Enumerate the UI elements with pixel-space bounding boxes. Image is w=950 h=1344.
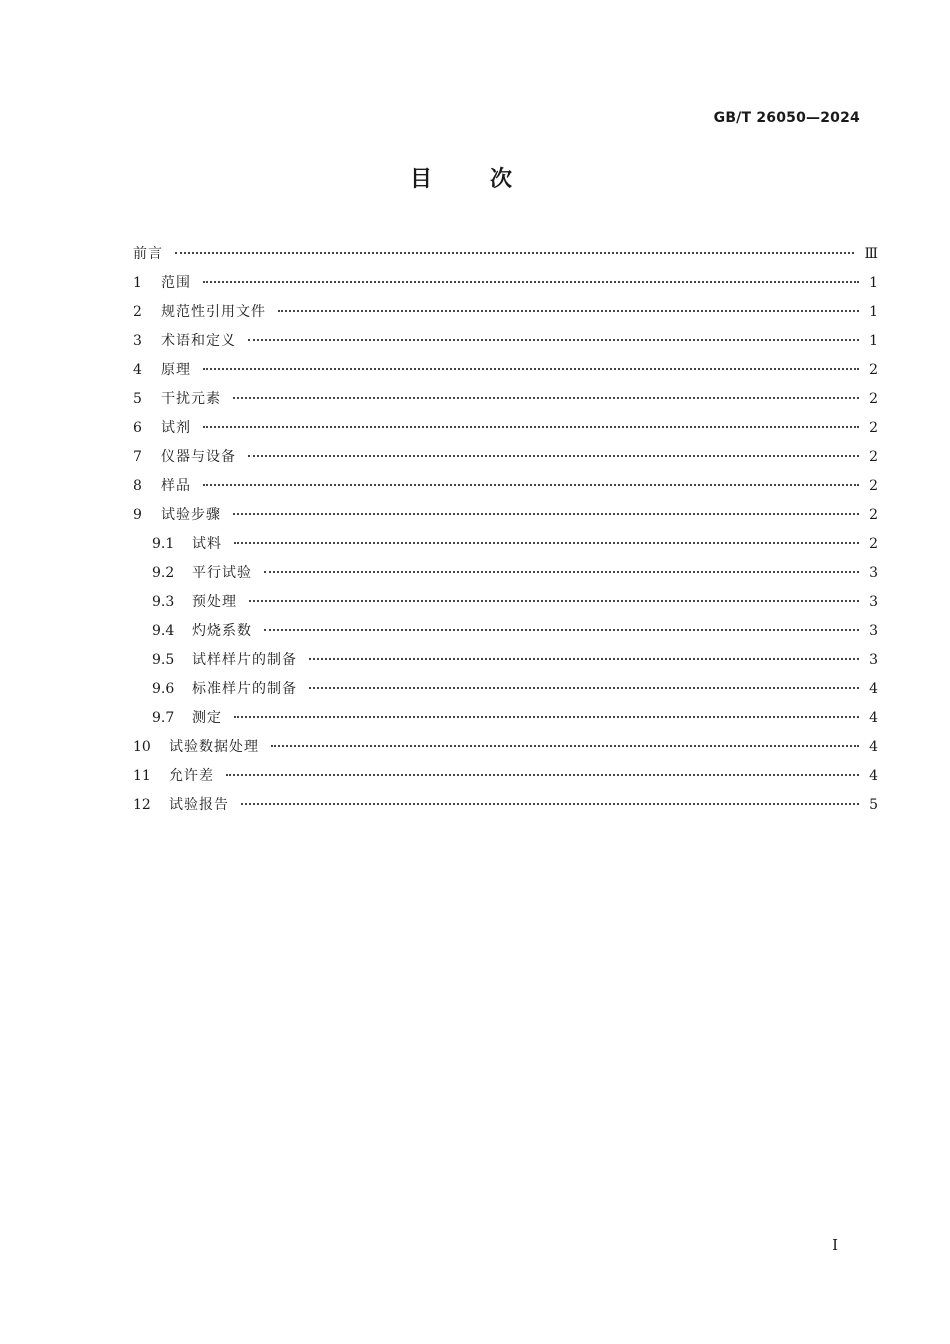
toc-label: 灼烧系数 bbox=[192, 623, 252, 639]
dot-leader bbox=[249, 600, 859, 602]
toc-page: 3 bbox=[869, 652, 878, 668]
toc-label: 原理 bbox=[161, 362, 191, 378]
toc-number: 6 bbox=[133, 420, 142, 436]
toc-label: 试验步骤 bbox=[161, 507, 221, 523]
toc-number: 9.6 bbox=[152, 681, 175, 697]
dot-leader bbox=[203, 368, 859, 370]
toc-label: 仪器与设备 bbox=[161, 449, 236, 465]
toc-page: 5 bbox=[869, 797, 878, 813]
toc-number: 8 bbox=[133, 478, 142, 494]
toc-page: 2 bbox=[869, 478, 878, 494]
dot-leader bbox=[203, 484, 859, 486]
toc-number: 9 bbox=[133, 507, 142, 523]
toc-page: 1 bbox=[869, 304, 878, 320]
toc-page: Ⅲ bbox=[864, 246, 878, 262]
toc-label: 试样样片的制备 bbox=[192, 652, 297, 668]
toc-label: 范围 bbox=[161, 275, 191, 291]
toc-entry-5[interactable] bbox=[133, 385, 878, 414]
toc-number: 9.2 bbox=[152, 565, 175, 581]
toc-page: 2 bbox=[869, 507, 878, 523]
toc-number: 9.3 bbox=[152, 594, 175, 610]
dot-leader bbox=[248, 455, 859, 457]
toc-label: 标准样片的制备 bbox=[192, 681, 297, 697]
dot-leader bbox=[226, 774, 859, 776]
standard-number: GB/T 26050—2024 bbox=[713, 110, 860, 126]
toc-number: 2 bbox=[133, 304, 142, 320]
toc-entry-3[interactable] bbox=[133, 327, 878, 356]
toc-entry-10[interactable] bbox=[133, 733, 878, 762]
toc-label: 预处理 bbox=[192, 594, 237, 610]
toc-page: 2 bbox=[869, 536, 878, 552]
toc-number: 12 bbox=[133, 797, 151, 813]
dot-leader bbox=[264, 571, 859, 573]
dot-leader bbox=[264, 629, 859, 631]
dot-leader bbox=[234, 542, 859, 544]
toc-number: 7 bbox=[133, 449, 142, 465]
dot-leader bbox=[203, 281, 859, 283]
toc-number: 3 bbox=[133, 333, 142, 349]
toc-label: 试料 bbox=[192, 536, 222, 552]
toc-entry-2[interactable] bbox=[133, 298, 878, 327]
dot-leader bbox=[271, 745, 859, 747]
toc-page: 4 bbox=[869, 681, 878, 697]
toc-label: 规范性引用文件 bbox=[161, 304, 266, 320]
dot-leader bbox=[241, 803, 859, 805]
toc-label: 试验数据处理 bbox=[169, 739, 259, 755]
toc-entry-6[interactable] bbox=[133, 414, 878, 443]
toc-number: 10 bbox=[133, 739, 151, 755]
dot-leader bbox=[203, 426, 859, 428]
toc-page: 2 bbox=[869, 420, 878, 436]
toc-page: 4 bbox=[869, 739, 878, 755]
toc-label: 平行试验 bbox=[192, 565, 252, 581]
dot-leader bbox=[234, 716, 859, 718]
toc-entry-9[interactable] bbox=[133, 501, 878, 530]
toc-page: 4 bbox=[869, 768, 878, 784]
toc-number: 11 bbox=[133, 768, 151, 784]
toc-page: 1 bbox=[869, 333, 878, 349]
dot-leader bbox=[309, 658, 859, 660]
toc-page: 3 bbox=[869, 594, 878, 610]
toc-entry-9-6[interactable] bbox=[133, 675, 878, 704]
dot-leader bbox=[233, 397, 859, 399]
toc-page: 2 bbox=[869, 362, 878, 378]
toc-number: 1 bbox=[133, 275, 142, 291]
toc-entry-9-1[interactable] bbox=[133, 530, 878, 559]
toc-entry-9-2[interactable] bbox=[133, 559, 878, 588]
toc-label: 测定 bbox=[192, 710, 222, 726]
toc-label: 试验报告 bbox=[169, 797, 229, 813]
toc-page: 2 bbox=[869, 449, 878, 465]
toc-number: 9.4 bbox=[152, 623, 175, 639]
toc-entry-9-7[interactable] bbox=[133, 704, 878, 733]
dot-leader bbox=[248, 339, 859, 341]
toc-label: 允许差 bbox=[169, 768, 214, 784]
toc-entry-11[interactable] bbox=[133, 762, 878, 791]
toc-label: 干扰元素 bbox=[161, 391, 221, 407]
toc-label: 前言 bbox=[133, 246, 163, 262]
toc-entry-9-3[interactable] bbox=[133, 588, 878, 617]
dot-leader bbox=[278, 310, 859, 312]
toc-page: 2 bbox=[869, 391, 878, 407]
toc-entry-7[interactable] bbox=[133, 443, 878, 472]
toc-label: 试剂 bbox=[161, 420, 191, 436]
toc-number: 9.5 bbox=[152, 652, 175, 668]
page-title: 目次 bbox=[409, 167, 570, 192]
toc-number: 4 bbox=[133, 362, 142, 378]
toc-entry-9-5[interactable] bbox=[133, 646, 878, 675]
toc-entry-12[interactable] bbox=[133, 791, 878, 820]
toc-page: 4 bbox=[869, 710, 878, 726]
table-of-contents bbox=[133, 240, 878, 820]
toc-entry-foreword[interactable] bbox=[133, 240, 878, 269]
toc-number: 5 bbox=[133, 391, 142, 407]
toc-number: 9.1 bbox=[152, 536, 175, 552]
toc-label: 术语和定义 bbox=[161, 333, 236, 349]
dot-leader bbox=[233, 513, 859, 515]
toc-label: 样品 bbox=[161, 478, 191, 494]
toc-page: 1 bbox=[869, 275, 878, 291]
toc-number: 9.7 bbox=[152, 710, 175, 726]
toc-entry-8[interactable] bbox=[133, 472, 878, 501]
dot-leader bbox=[309, 687, 859, 689]
toc-page: 3 bbox=[869, 565, 878, 581]
toc-entry-9-4[interactable] bbox=[133, 617, 878, 646]
dot-leader bbox=[175, 252, 854, 254]
page-number: I bbox=[832, 1236, 838, 1254]
toc-page: 3 bbox=[869, 623, 878, 639]
toc-entry-1[interactable] bbox=[133, 269, 878, 298]
toc-entry-4[interactable] bbox=[133, 356, 878, 385]
